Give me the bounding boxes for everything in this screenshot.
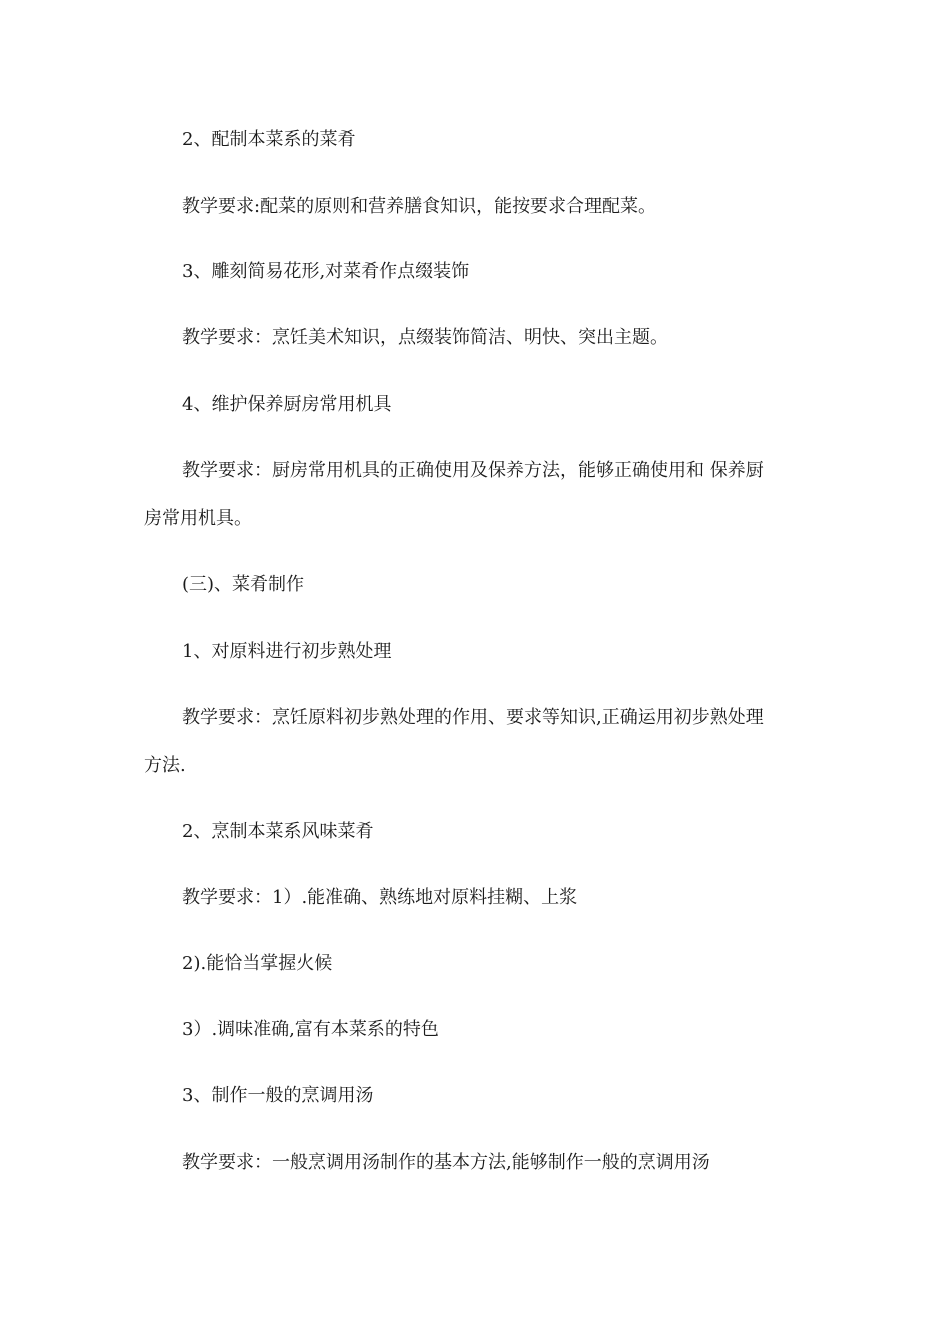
teaching-requirement-text: 教学要求：厨房常用机具的正确使用及保养方法，能够正确使用和 保养厨 — [182, 460, 764, 481]
heading-3-carving: 3、雕刻简易花形,对菜肴作点缀装饰 — [182, 261, 470, 282]
teaching-requirement-text: 教学要求:配菜的原则和营养膳食知识，能按要求合理配菜。 — [182, 196, 657, 217]
teaching-requirement-text: 教学要求：一般烹调用汤制作的基本方法,能够制作一般的烹调用汤 — [182, 1152, 710, 1173]
requirement-item: 3）.调味准确,富有本菜系的特色 — [182, 1019, 439, 1040]
heading-2-cook-flavor-dishes: 2、烹制本菜系风味菜肴 — [182, 821, 374, 842]
teaching-requirement-text: 教学要求：烹饪原料初步熟处理的作用、要求等知识,正确运用初步熟处理 — [182, 707, 764, 728]
heading-1-preliminary-processing: 1、对原料进行初步熟处理 — [182, 641, 392, 662]
paragraph-continuation: 房常用机具。 — [144, 508, 252, 529]
heading-4-maintain-equipment: 4、维护保养厨房常用机具 — [182, 394, 392, 415]
heading-2-prepare-dishes: 2、配制本菜系的菜肴 — [182, 129, 356, 150]
teaching-requirement-text: 教学要求：烹饪美术知识，点缀装饰简洁、明快、突出主题。 — [182, 327, 668, 348]
teaching-requirement-text: 教学要求：1）.能准确、熟练地对原料挂糊、上浆 — [182, 887, 578, 908]
section-heading-dish-making: (三)、菜肴制作 — [182, 574, 305, 595]
heading-3-make-soup: 3、制作一般的烹调用汤 — [182, 1085, 374, 1106]
paragraph-continuation: 方法. — [144, 755, 186, 776]
requirement-item: 2).能恰当掌握火候 — [182, 953, 333, 974]
